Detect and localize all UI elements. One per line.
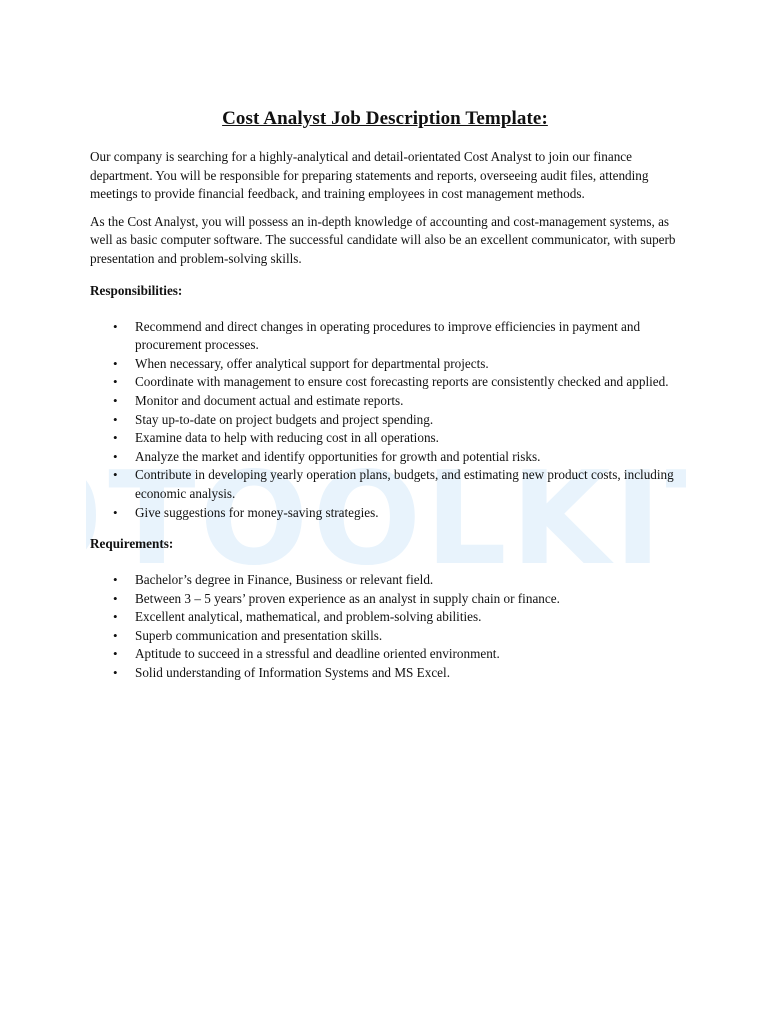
list-item: • Solid understanding of Information Systems and MS Excel. [90, 664, 680, 683]
list-item: • Recommend and direct changes in operating procedures to improve efficiencies in payment and procurement processes. [90, 318, 680, 355]
list-item: • Monitor and document actual and estimate reports. [90, 392, 680, 411]
intro-paragraph-1: Our company is searching for a highly-analytical and detail-orientated Cost Analyst to join our finance department. You will be responsible for preparing statements and reports, overseeing audit files, attending meetings to provide financial feedback, and training employees in cost management methods. [90, 149, 649, 202]
list-item: • Bachelor’s degree in Finance, Business or relevant field. [90, 571, 680, 590]
responsibilities-list [90, 318, 680, 523]
intro-paragraph-2: As the Cost Analyst, you will possess an in-depth knowledge of accounting and cost-management systems, as well as basic computer software. The successful candidate will also be an excellent communicator, with superb presentation and problem-solving skills. [90, 213, 676, 266]
list-item: • Aptitude to succeed in a stressful and deadline oriented environment. [90, 645, 680, 664]
list-item: • Stay up-to-date on project budgets and project spending. [90, 411, 680, 430]
list-item: • Give suggestions for money-saving strategies. [90, 504, 680, 523]
requirements-list [90, 571, 680, 683]
list-item: • Contribute in developing yearly operation plans, budgets, and estimating new product costs, including economic analysis. [90, 466, 680, 503]
list-item: • Coordinate with management to ensure cost forecasting reports are consistently checked and applied. [90, 373, 680, 392]
list-item: • Superb communication and presentation skills. [90, 627, 680, 646]
list-item: • Examine data to help with reducing cost in all operations. [90, 429, 680, 448]
list-item: • Between 3 – 5 years’ proven experience as an analyst in supply chain or finance. [90, 590, 680, 609]
list-item: • Analyze the market and identify opportunities for growth and potential risks. [90, 448, 680, 467]
responsibilities-heading: Responsibilities: [90, 282, 183, 298]
requirements-heading: Requirements: [90, 536, 174, 552]
document-body [90, 108, 680, 683]
list-item: • Excellent analytical, mathematical, and problem-solving abilities. [90, 608, 680, 627]
list-item: • When necessary, offer analytical support for departmental projects. [90, 355, 680, 374]
page-title: Cost Analyst Job Description Template: [222, 108, 548, 129]
watermark-text: TOOLKI [108, 455, 666, 575]
